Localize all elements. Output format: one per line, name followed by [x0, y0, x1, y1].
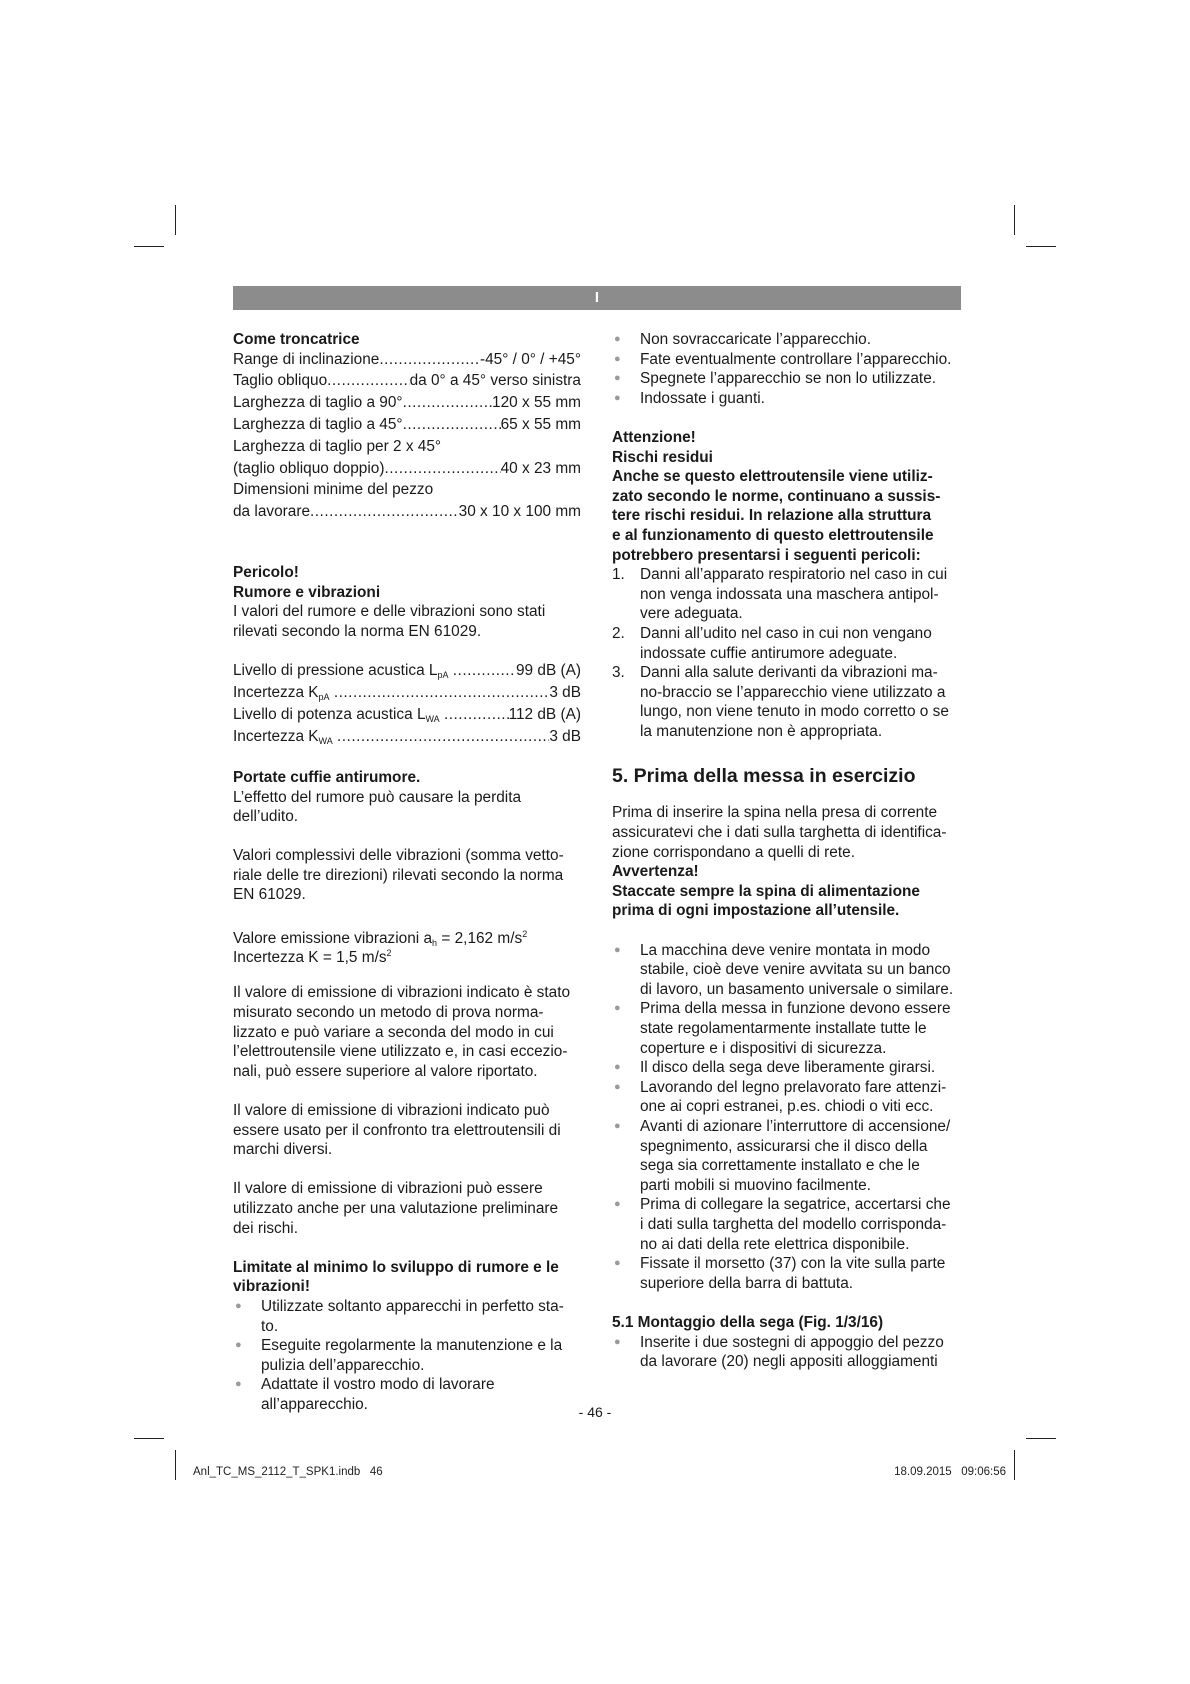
spec-line: Dimensioni minime del pezzo — [233, 481, 434, 499]
attention-title: Attenzione! — [612, 428, 696, 446]
list-item: ● Utilizzate soltanto apparecchi in perfetto sta- to. — [233, 1297, 581, 1336]
emission-sub: h — [432, 937, 438, 948]
list-item: ● Inserite i due sostegni di appoggio del pezzo da lavorare (20) negli appositi alloggiamenti — [612, 1333, 962, 1372]
indicated-text: lizzato e può variare a seconda del modo in cui — [233, 1023, 554, 1041]
section-5-intro: zione corrispondano a quelli di rete. — [612, 843, 855, 861]
spec-value: 120 x 55 mm — [492, 394, 581, 412]
noise-spec-label: Incertezza K — [233, 727, 319, 745]
noise-spec-sub: pA — [318, 691, 330, 702]
spec-value: da 0° a 45° verso sinistra — [409, 372, 581, 390]
indicated-text: misurato secondo un metodo di prova norma- — [233, 1004, 544, 1022]
spec-line: Larghezza di taglio per 2 x 45° — [233, 437, 442, 455]
top-bullet-list — [612, 330, 962, 408]
crop-mark — [1026, 246, 1056, 247]
danger-title: Pericolo! — [233, 564, 299, 582]
noise-text: rilevati secondo la norma EN 61029. — [233, 622, 482, 640]
list-item: ● Indossate i guanti. — [612, 389, 962, 409]
list-item: 3. Danni alla salute derivanti da vibrazioni ma- no-braccio se l’apparecchio viene utilizzato a lungo, non viene tenuto in modo corretto o se la manutenzione non è appropriata. — [612, 664, 949, 740]
list-item: ● Spegnete l’apparecchio se non lo utilizzate. — [612, 369, 962, 389]
residual-text: e al funzionamento di questo elettroutensile — [612, 526, 934, 544]
section-5-title: 5. Prima della messa in esercizio — [612, 765, 916, 788]
emission-sup: 2 — [522, 928, 528, 939]
spec-row — [233, 415, 581, 437]
list-number: 1. — [612, 566, 625, 584]
leader-dots — [403, 393, 492, 413]
noise-spec-label: Livello di pressione acustica L — [233, 662, 438, 680]
warning-title: Avvertenza! — [612, 863, 699, 881]
spec-row — [233, 459, 581, 481]
spec-value: -45° / 0° / +45° — [479, 350, 581, 368]
list-item: ● Fate eventualmente controllare l’apparecchio. — [612, 350, 962, 370]
noise-spec-value: 112 dB (A) — [508, 705, 581, 723]
residual-text: zato secondo le norme, continuano a sussis- — [612, 487, 941, 505]
leader-dots — [453, 661, 516, 681]
emission-value: = 2,162 m/s — [437, 929, 523, 947]
leader-dots — [384, 459, 500, 479]
uncertainty-sup: 2 — [386, 948, 392, 959]
noise-text: I valori del rumore e delle vibrazioni sono stati — [233, 603, 546, 621]
indicated-text: Il valore di emissione di vibrazioni può essere — [233, 1180, 543, 1198]
indicated-text: Il valore di emissione di vibrazioni indicato è stato — [233, 984, 571, 1002]
crop-mark — [134, 1438, 164, 1439]
spec-row — [233, 371, 581, 393]
indicated-text: essere usato per il confronto tra elettroutensili di — [233, 1121, 561, 1139]
noise-spec-sub: WA — [425, 713, 440, 724]
vibration-text: riale delle tre direzioni) rilevati secondo la norma — [233, 866, 564, 884]
section-5-intro: Prima di inserire la spina nella presa di corrente — [612, 804, 938, 822]
limit-title: vibrazioni! — [233, 1278, 310, 1296]
leader-dots — [310, 502, 459, 522]
uncertainty-label: Incertezza K = 1,5 m/s — [233, 949, 387, 967]
crop-mark — [175, 1450, 176, 1480]
crop-mark — [1014, 205, 1015, 235]
noise-spec-value: 3 dB — [549, 683, 581, 701]
noise-spec-value: 3 dB — [549, 727, 581, 745]
troncatrice-title: Come troncatrice — [233, 331, 360, 348]
emission-label: Valore emissione vibrazioni a — [233, 929, 433, 947]
spec-label: Range di inclinazione — [233, 350, 380, 368]
noise-spec-row — [233, 661, 581, 683]
left-column — [233, 330, 581, 1415]
limit-list — [233, 1297, 581, 1415]
emission-value-line — [233, 925, 581, 948]
leader-dots — [334, 683, 549, 703]
residual-text: potrebbero presentarsi i seguenti pericoli: — [612, 546, 921, 564]
leader-dots — [444, 705, 509, 725]
list-number: 2. — [612, 624, 625, 642]
indicated-text: utilizzato anche per una valutazione preliminare — [233, 1199, 559, 1217]
earmuff-text: L’effetto del rumore può causare la perdita — [233, 788, 522, 806]
spec-value: 40 x 23 mm — [500, 459, 581, 477]
noise-spec-value: 99 dB (A) — [515, 662, 581, 680]
warning-text: Staccate sempre la spina di alimentazione — [612, 882, 920, 900]
spec-label: da lavorare — [233, 503, 310, 521]
spec-label: Larghezza di taglio a 90° — [233, 394, 403, 412]
indicated-text: dei rischi. — [233, 1219, 299, 1237]
footer-filename: Anl_TC_MS_2112_T_SPK1.indb 46 — [193, 1466, 383, 1478]
right-column — [612, 330, 962, 1372]
noise-spec-sub: pA — [437, 670, 449, 681]
noise-spec-label: Incertezza K — [233, 683, 319, 701]
uncertainty-line — [233, 944, 581, 967]
vibration-text: EN 61029. — [233, 886, 306, 904]
list-item: ● Non sovraccaricate l’apparecchio. — [612, 330, 962, 350]
list-item: ● Fissate il morsetto (37) con la vite sulla parte superiore della barra di battuta. — [612, 1254, 962, 1293]
language-header-bar — [233, 286, 961, 310]
list-item: 1. Danni all’apparato respiratorio nel caso in cui non venga indossata una maschera antipol- vere adeguata. — [612, 566, 948, 623]
list-item: ● Prima della messa in funzione devono essere state regolamentarmente installate tutte le coperture e i dispositivi di sicurezza. — [612, 999, 962, 1058]
indicated-text: nali, può essere superiore al valore riportato. — [233, 1062, 538, 1080]
section-5-intro: assicuratevi che i dati sulla targhetta di identifica- — [612, 824, 947, 842]
leader-dots — [403, 415, 501, 435]
list-item: 2. Danni all’udito nel caso in cui non vengano indossate cuffie antirumore adeguate. — [612, 624, 932, 662]
spec-row — [233, 393, 581, 415]
warning-text: prima di ogni impostazione all’utensile. — [612, 902, 900, 920]
noise-spec-row — [233, 683, 581, 705]
earmuff-text: dell’udito. — [233, 808, 299, 826]
noise-spec-row — [233, 727, 581, 749]
vibration-text: Valori complessivi delle vibrazioni (somma vetto- — [233, 847, 564, 865]
leader-dots — [337, 727, 549, 747]
noise-spec-sub: WA — [318, 735, 333, 746]
crop-mark — [1014, 1450, 1015, 1480]
leader-dots — [379, 350, 480, 370]
list-item: ● Avanti di azionare l’interruttore di accensione/ spegnimento, assicurarsi che il disco della sega sia correttamente installato e che le parti mobili si muovino facilmente. — [612, 1117, 962, 1195]
spec-value: 65 x 55 mm — [500, 415, 581, 433]
noise-spec-label: Livello di potenza acustica L — [233, 705, 426, 723]
list-item: ● Eseguite regolarmente la manutenzione e la pulizia dell’apparecchio. — [233, 1336, 581, 1375]
spec-label: (taglio obliquo doppio) — [233, 459, 385, 477]
list-number: 3. — [612, 664, 625, 682]
noise-spec-row — [233, 705, 581, 727]
page-number: - 46 - — [578, 1404, 612, 1420]
residual-risks-title: Rischi residui — [612, 448, 713, 466]
residual-text: Anche se questo elettroutensile viene utiliz- — [612, 468, 933, 486]
spec-value: 30 x 10 x 100 mm — [458, 503, 581, 521]
residual-text: tere rischi residui. In relazione alla struttura — [612, 507, 932, 525]
spec-row — [233, 350, 581, 372]
section-5-1-title: 5.1 Montaggio della sega (Fig. 1/3/16) — [612, 1313, 884, 1331]
limit-title: Limitate al minimo lo sviluppo di rumore e le — [233, 1258, 559, 1276]
noise-title: Rumore e vibrazioni — [233, 583, 381, 601]
spec-label: Taglio obliquo — [233, 372, 328, 390]
list-item: ● Lavorando del legno prelavorato fare attenzi- one ai copri estranei, p.es. chiodi o viti ecc. — [612, 1078, 962, 1117]
spec-row — [233, 502, 581, 524]
spec-label: Larghezza di taglio a 45° — [233, 415, 403, 433]
list-item: ● Prima di collegare la segatrice, accertarsi che i dati sulla targhetta del modello corrisponda- no ai dati della rete elettrica disponibile. — [612, 1195, 962, 1254]
section-5-list — [612, 941, 962, 1294]
list-item: ● Adattate il vostro modo di lavorare all’apparecchio. — [233, 1375, 581, 1414]
list-item: ● La macchina deve venire montata in modo stabile, cioè deve venire avvitata su un banco di lavoro, un basamento universale o similare. — [612, 941, 962, 1000]
language-code: I — [594, 289, 600, 306]
leader-dots — [327, 371, 409, 391]
indicated-text: l’elettroutensile viene utilizzato e, in casi eccezio- — [233, 1043, 568, 1061]
crop-mark — [175, 205, 176, 235]
crop-mark — [1026, 1438, 1056, 1439]
footer-datetime: 18.09.2015 09:06:56 — [894, 1466, 1006, 1478]
list-item: ● Il disco della sega deve liberamente girarsi. — [612, 1058, 962, 1078]
earmuff-title: Portate cuffie antirumore. — [233, 768, 421, 786]
crop-mark — [134, 246, 164, 247]
indicated-text: marchi diversi. — [233, 1141, 333, 1159]
indicated-text: Il valore di emissione di vibrazioni indicato può — [233, 1102, 550, 1119]
risk-list — [612, 565, 962, 741]
section-5-1-list — [612, 1333, 962, 1372]
